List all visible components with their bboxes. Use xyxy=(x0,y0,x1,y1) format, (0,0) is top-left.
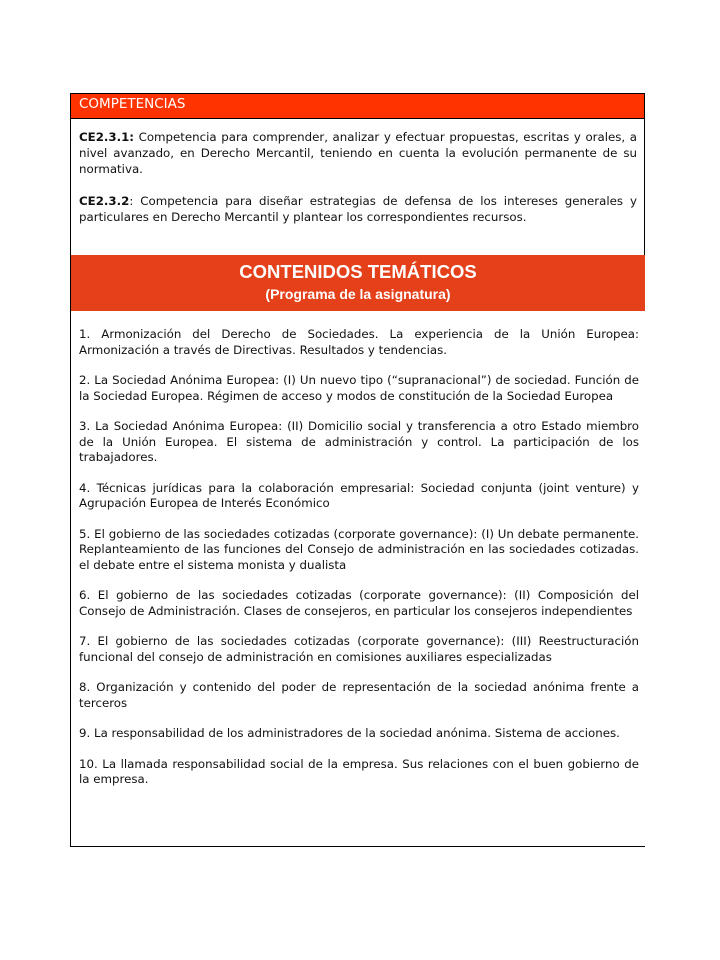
competencia-text: Competencia para comprender, analizar y efectuar propuestas, escritas y orales, a nivel avanzado, en Derecho Mercantil, teniendo en cuenta la evolución permanente de su normativa. xyxy=(79,130,637,176)
topic-item: 10. La llamada responsabilidad social de la empresa. Sus relaciones con el buen gobierno de la empresa. xyxy=(79,756,639,786)
topic-item: 1. Armonización del Derecho de Sociedades. La experiencia de la Unión Europea: Armonización a través de Directivas. Resultados y tendencias. xyxy=(79,327,639,357)
competencia-item xyxy=(79,129,637,177)
competencias-title: COMPETENCIAS xyxy=(79,96,186,112)
contenidos-header xyxy=(70,255,645,311)
topic-item: 6. El gobierno de las sociedades cotizadas (corporate governance): (II) Composición del Consejo de Administración. Clases de consejeros, en particular los consejeros independientes xyxy=(79,588,639,618)
topic-item: 7. El gobierno de las sociedades cotizadas (corporate governance): (III) Reestructuración funcional del consejo de administración en comisiones auxiliares especializadas xyxy=(79,634,639,664)
competencia-text: : Competencia para diseñar estrategias de defensa de los intereses generales y particulares en Derecho Mercantil y plantear los correspondientes recursos. xyxy=(79,194,637,224)
contenidos-subtitle: (Programa de la asignatura) xyxy=(265,286,451,302)
competencia-code: CE2.3.2 xyxy=(79,194,130,208)
competencias-body xyxy=(70,119,645,255)
competencia-item xyxy=(79,193,637,225)
contenidos-body xyxy=(70,311,645,847)
contenidos-title: CONTENIDOS TEMÁTICOS xyxy=(239,261,477,282)
topic-item: 8. Organización y contenido del poder de representación de la sociedad anónima frente a terceros xyxy=(79,680,639,710)
competencia-code: CE2.3.1: xyxy=(79,130,135,144)
syllabus-sheet xyxy=(70,93,645,847)
topic-item: 4. Técnicas jurídicas para la colaboración empresarial: Sociedad conjunta (joint venture) y Agrupación Europea de Interés Económico xyxy=(79,480,639,510)
topic-item: 5. El gobierno de las sociedades cotizadas (corporate governance): (I) Un debate permanente. Replanteamiento de las funciones del Consejo de administración en las sociedades cotizadas. el debate entre el sistema monista y dualista xyxy=(79,526,639,572)
topic-item: 3. La Sociedad Anónima Europea: (II) Domicilio social y transferencia a otro Estado miembro de la Unión Europea. El sistema de administración y control. La participación de los trabajadores. xyxy=(79,419,639,464)
topic-item: 9. La responsabilidad de los administradores de la sociedad anónima. Sistema de acciones. xyxy=(79,726,620,740)
topic-item: 2. La Sociedad Anónima Europea: (I) Un nuevo tipo (“supranacional”) de sociedad. Función de la Sociedad Europea. Régimen de acceso y modos de constitución de la Sociedad Europea xyxy=(79,373,639,403)
competencias-header xyxy=(70,93,645,119)
